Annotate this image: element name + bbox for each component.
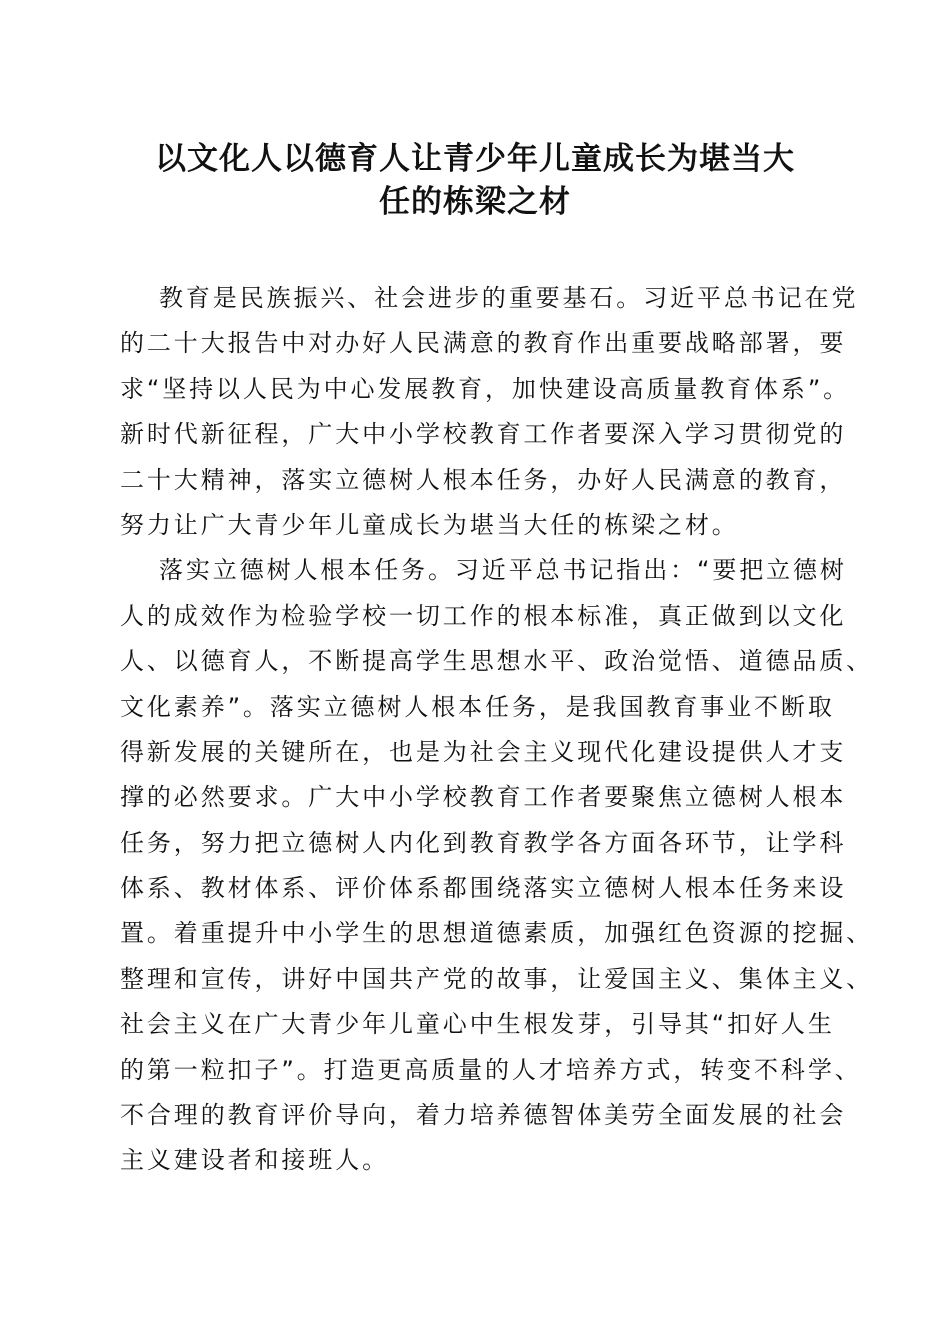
- paragraph-line: 人的成效作为检验学校一切工作的根本标准，真正做到以文化: [120, 601, 847, 630]
- paragraph-line: 不合理的教育评价导向，着力培养德智体美劳全面发展的社会: [120, 1101, 847, 1130]
- paragraph-line: 置。着重提升中小学生的思想道德素质，加强红色资源的挖掘、: [120, 919, 874, 948]
- paragraph-line: 新时代新征程，广大中小学校教育工作者要深入学习贯彻党的: [120, 420, 847, 449]
- paragraph-line: 得新发展的关键所在，也是为社会主义现代化建设提供人才支: [120, 737, 847, 766]
- paragraph-line: 落实立德树人根本任务。习近平总书记指出：“要把立德树: [159, 556, 847, 585]
- title-line: 以文化人以德育人让青少年儿童成长为堪当大: [155, 141, 795, 177]
- document-title: [100, 138, 850, 224]
- paragraph-line: 努力让广大青少年儿童成长为堪当大任的栋梁之材。: [120, 510, 739, 539]
- paragraph-line: 体系、教材体系、评价体系都围绕落实立德树人根本任务来设: [120, 874, 847, 903]
- paragraph-2: [120, 548, 874, 1183]
- paragraph-line: 人、以德育人，不断提高学生思想水平、政治觉悟、道德品质、: [120, 647, 874, 676]
- paragraph-line: 的第一粒扣子”。打造更高质量的人才培养方式，转变不科学、: [120, 1055, 862, 1084]
- document-body: [120, 276, 874, 1184]
- paragraph-line: 任务，努力把立德树人内化到教育教学各方面各环节，让学科: [120, 828, 847, 857]
- paragraph-line: 撑的必然要求。广大中小学校教育工作者要聚焦立德树人根本: [120, 783, 847, 812]
- paragraph-1: [120, 276, 859, 548]
- paragraph-line: 社会主义在广大青少年儿童心中生根发芽，引导其“扣好人生: [120, 1010, 835, 1039]
- paragraph-line: 整理和宣传，讲好中国共产党的故事，让爱国主义、集体主义、: [120, 964, 874, 993]
- paragraph-line: 二十大精神，落实立德树人根本任务，办好人民满意的教育，: [120, 465, 847, 494]
- title-line: 任的栋梁之材: [379, 184, 571, 220]
- paragraph-line: 的二十大报告中对办好人民满意的教育作出重要战略部署，要: [120, 329, 847, 358]
- paragraph-line: 文化素养”。落实立德树人根本任务，是我国教育事业不断取: [120, 692, 835, 721]
- paragraph-line: 求“坚持以人民为中心发展教育，加快建设高质量教育体系”。: [120, 374, 851, 403]
- paragraph-line: 主义建设者和接班人。: [120, 1146, 389, 1175]
- paragraph-line: 教育是民族振兴、社会进步的重要基石。习近平总书记在党: [159, 284, 859, 312]
